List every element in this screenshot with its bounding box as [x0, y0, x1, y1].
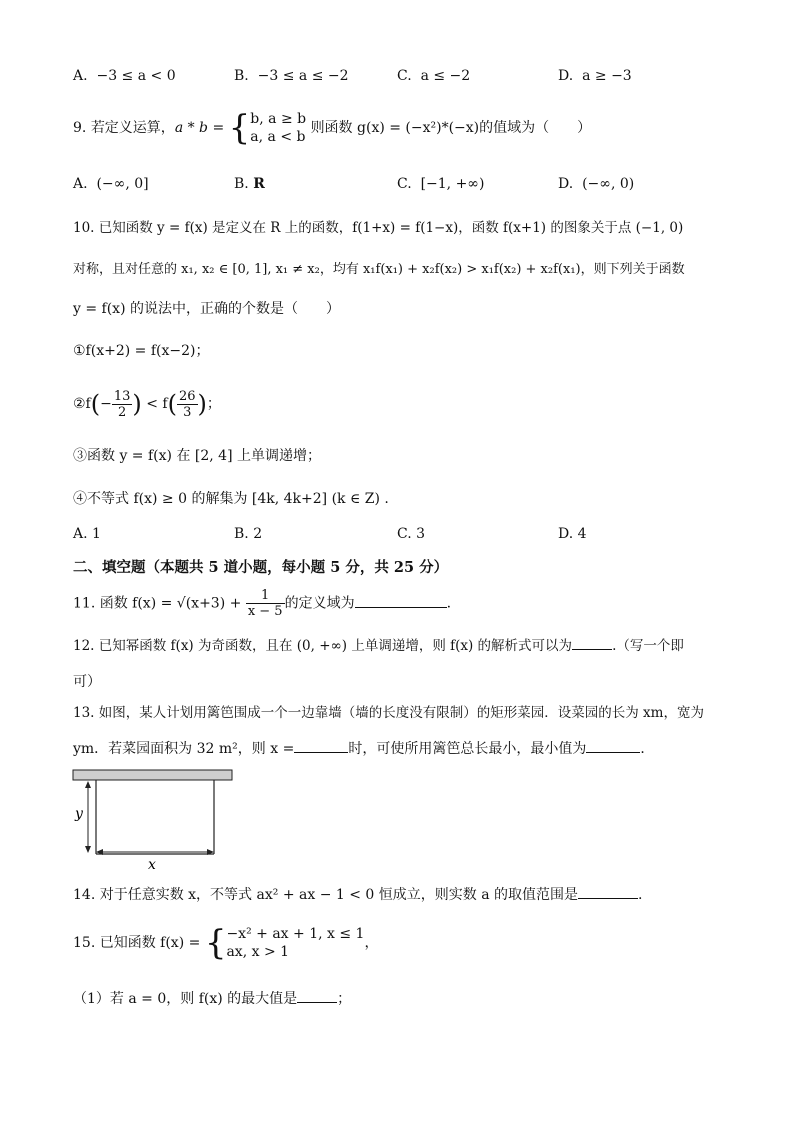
q8-option-c: C. a ≤ −2 [397, 68, 471, 84]
q15-part-1: （1）若 a = 0，则 f(x) 的最大值是 ； [73, 988, 351, 1009]
q12-answer-blank[interactable] [572, 635, 612, 650]
q9-option-c: C. [−1, +∞) [397, 176, 485, 192]
q14-stem: 14. 对于任意实数 x，不等式 ax² + ax − 1 < 0 恒成立，则实数 a 的取值范围是 . [73, 884, 642, 905]
q10-option-d: D. 4 [558, 526, 587, 542]
q9-stem: 9. 若定义运算，a * b = { b, a ≥ b a, a < b 则函数 g(x) = (−x²)*(−x)的值域为（ ） [73, 108, 592, 148]
q15-stem: 15. 已知函数 f(x) = { −x² + ax + 1, x ≤ 1 ax, x > 1 ， [73, 923, 379, 963]
q11-answer-blank[interactable] [355, 593, 447, 608]
q10-item-3: ③函数 y = f(x) 在 [2, 4] 上单调递增； [73, 448, 321, 464]
section-heading: 二、填空题（本题共 5 道小题，每小题 5 分，共 25 分） [73, 559, 449, 576]
q10-item-4: ④不等式 f(x) ≥ 0 的解集为 [4k, 4k+2] (k ∈ Z) . [73, 491, 389, 507]
q13-line-2: ym．若菜园面积为 32 m²，则 x = 时，可使所用篱笆总长最小，最小值为 ． [73, 738, 654, 759]
q14-answer-blank[interactable] [578, 884, 638, 899]
q11-stem: 11. 函数 f(x) = √(x+3) + $\frac{1}{x - 5}$ 的定义域为 . [73, 588, 452, 619]
q12-line-1: 12. 已知幂函数 f(x) 为奇函数，且在 (0, +∞) 上单调递增，则 f(x) 的解析式可以为 .（写一个即 [73, 635, 684, 656]
wall-bar [73, 770, 232, 780]
q8-option-d: D. a ≥ −3 [558, 68, 632, 84]
q10-item-2: ②f(− $\frac{13}{2}$ ) < f( $\frac{26}{3}$ )； [73, 388, 221, 420]
q10-option-a: A. 1 [73, 526, 101, 542]
y-arrow-up [85, 781, 91, 788]
q15-1-answer-blank[interactable] [297, 988, 337, 1003]
y-arrow-down [85, 846, 91, 853]
q8-option-b: B. −3 ≤ a ≤ −2 [234, 68, 349, 84]
q10-item-1: ①f(x+2) = f(x−2)； [73, 343, 210, 359]
q13-figure [70, 768, 236, 872]
q12-line-2: 可） [73, 674, 101, 690]
q10-line-1: 10. 已知函数 y = f(x) 是定义在 R 上的函数，f(1+x) = f(1−x)，函数 f(x+1) 的图象关于点 (−1, 0) [73, 220, 684, 236]
q10-line-3: y = f(x) 的说法中，正确的个数是（ ） [73, 301, 340, 317]
q9-option-b: B. R [234, 176, 265, 192]
fig-label-x: x [148, 857, 156, 872]
q13-line-1: 13. 如图，某人计划用篱笆围成一个一边靠墙（墙的长度没有限制）的矩形菜园．设菜园的长为 xm，宽为 [73, 705, 704, 721]
q13-blank-min[interactable] [586, 738, 640, 753]
fig-label-y: y [75, 806, 83, 822]
q8-option-a: A. −3 ≤ a < 0 [73, 68, 176, 84]
q13-blank-x[interactable] [294, 738, 348, 753]
q10-line-2: 对称，且对任意的 x₁, x₂ ∈ [0, 1], x₁ ≠ x₂，均有 x₁f(x₁) + x₂f(x₂) > x₁f(x₂) + x₂f(x₁)，则下列关于函数 [73, 262, 685, 277]
q9-option-d: D. (−∞, 0) [558, 176, 635, 192]
q10-option-b: B. 2 [234, 526, 263, 542]
q10-option-c: C. 3 [397, 526, 426, 542]
q9-option-a: A. (−∞, 0] [73, 176, 149, 192]
